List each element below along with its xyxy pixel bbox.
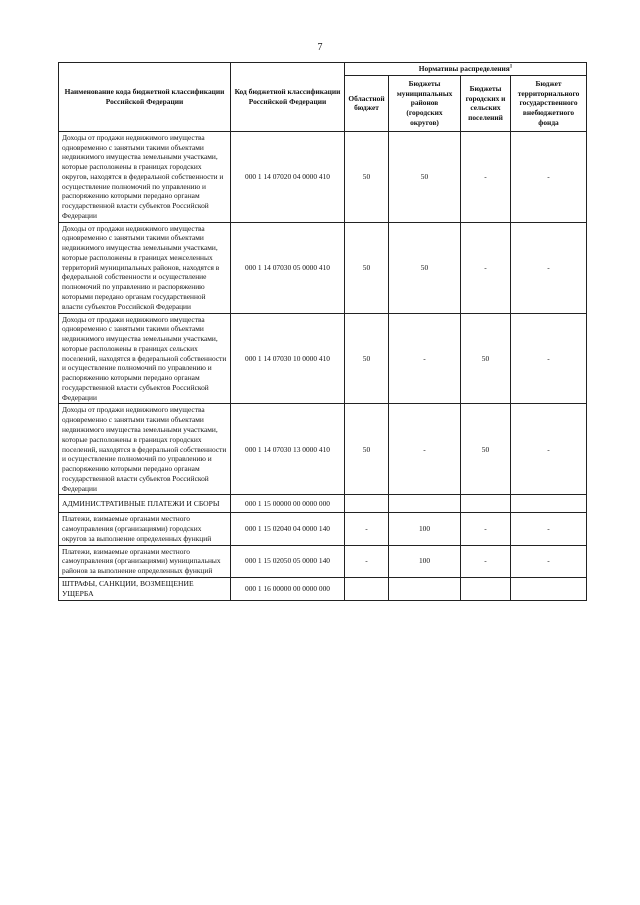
row-settlements-value: - — [461, 545, 511, 577]
row-municipal-value — [389, 495, 461, 513]
row-code: 000 1 15 02040 04 0000 140 — [231, 513, 345, 545]
row-regional-value: - — [345, 513, 389, 545]
row-settlements-value: 50 — [461, 404, 511, 495]
row-municipal-value: 100 — [389, 545, 461, 577]
row-fund-value — [511, 495, 587, 513]
row-name: Платежи, взимаемые органами местного самоуправления (организациями) муниципальных районов за выполнение определенных функций — [59, 545, 231, 577]
row-name: Доходы от продажи недвижимого имущества одновременно с занятыми такими объектами недвижимого имущества земельными участками, которые расположены в границах сельских поселений, находятся в федеральной собственности и осуществление полномочий по управлению и распоряжению которыми передано органам государственной власти субъектов Российской Федерации — [59, 313, 231, 404]
table-row — [59, 404, 587, 495]
row-settlements-value — [461, 495, 511, 513]
header-distribution-norms — [345, 63, 587, 76]
table-body — [59, 131, 587, 600]
row-name: Доходы от продажи недвижимого имущества одновременно с занятыми такими объектами недвижимого имущества земельными участками, которые расположены в границах межселенных территорий муниципальных районов, находятся в федеральной собственности и осуществление полномочий по управлению и распоряжению которыми передано органам государственной власти субъектов Российской Федерации — [59, 222, 231, 313]
table-row — [59, 545, 587, 577]
section-row — [59, 495, 587, 513]
header-code: Код бюджетной классификации Российской Федерации — [231, 63, 345, 132]
row-settlements-value: - — [461, 222, 511, 313]
header-distribution-label: Нормативы распределения — [418, 64, 510, 73]
row-fund-value: - — [511, 222, 587, 313]
row-regional-value — [345, 495, 389, 513]
row-fund-value: - — [511, 313, 587, 404]
row-municipal-value: - — [389, 404, 461, 495]
row-code: 000 1 14 07020 04 0000 410 — [231, 131, 345, 222]
row-name: Доходы от продажи недвижимого имущества одновременно с занятыми такими объектами недвижимого имущества земельными участками, которые расположены в границах городских округов, находятся в федеральной собственности и осуществление полномочий по управлению и распоряжению которыми передано органам государственной власти субъектов Российской Федерации — [59, 131, 231, 222]
table-row — [59, 131, 587, 222]
row-settlements-value: 50 — [461, 313, 511, 404]
row-settlements-value — [461, 577, 511, 600]
table-row — [59, 513, 587, 545]
row-regional-value: 50 — [345, 222, 389, 313]
row-regional-value — [345, 577, 389, 600]
row-municipal-value — [389, 577, 461, 600]
row-regional-value: - — [345, 545, 389, 577]
row-fund-value — [511, 577, 587, 600]
budget-classification-table — [58, 62, 587, 601]
row-municipal-value: 100 — [389, 513, 461, 545]
row-name: АДМИНИСТРАТИВНЫЕ ПЛАТЕЖИ И СБОРЫ — [59, 495, 231, 513]
row-name: Платежи, взимаемые органами местного самоуправления (организациями) городских округов за выполнение определенных функций — [59, 513, 231, 545]
header-name: Наименование кода бюджетной классификации Российской Федерации — [59, 63, 231, 132]
header-regional: Областной бюджет — [345, 75, 389, 131]
header-municipal: Бюджеты муниципальных районов (городских округов) — [389, 75, 461, 131]
row-code: 000 1 15 00000 00 0000 000 — [231, 495, 345, 513]
row-settlements-value: - — [461, 513, 511, 545]
row-fund-value: - — [511, 131, 587, 222]
section-row — [59, 577, 587, 600]
header-row-top — [59, 63, 587, 76]
row-fund-value: - — [511, 545, 587, 577]
page-number: 7 — [317, 42, 323, 53]
table-row — [59, 313, 587, 404]
row-regional-value: 50 — [345, 404, 389, 495]
row-name: ШТРАФЫ, САНКЦИИ, ВОЗМЕЩЕНИЕ УЩЕРБА — [59, 577, 231, 600]
row-fund-value: - — [511, 404, 587, 495]
row-municipal-value: 50 — [389, 222, 461, 313]
footnote-marker: 1 — [509, 64, 513, 70]
row-code: 000 1 15 02050 05 0000 140 — [231, 545, 345, 577]
header-fund: Бюджет территориального государственного внебюджетного фонда — [511, 75, 587, 131]
row-code: 000 1 16 00000 00 0000 000 — [231, 577, 345, 600]
table-row — [59, 222, 587, 313]
header-settlements: Бюджеты городских и сельских поселений — [461, 75, 511, 131]
row-fund-value: - — [511, 513, 587, 545]
row-regional-value: 50 — [345, 313, 389, 404]
row-regional-value: 50 — [345, 131, 389, 222]
row-code: 000 1 14 07030 10 0000 410 — [231, 313, 345, 404]
row-municipal-value: - — [389, 313, 461, 404]
row-code: 000 1 14 07030 13 0000 410 — [231, 404, 345, 495]
row-code: 000 1 14 07030 05 0000 410 — [231, 222, 345, 313]
row-settlements-value: - — [461, 131, 511, 222]
row-name: Доходы от продажи недвижимого имущества одновременно с занятыми такими объектами недвижимого имущества земельными участками, которые расположены в границах городских поселений, находятся в федеральной собственности и осуществление полномочий по управлению и распоряжению которыми передано органам государственной власти субъектов Российской Федерации — [59, 404, 231, 495]
row-municipal-value: 50 — [389, 131, 461, 222]
